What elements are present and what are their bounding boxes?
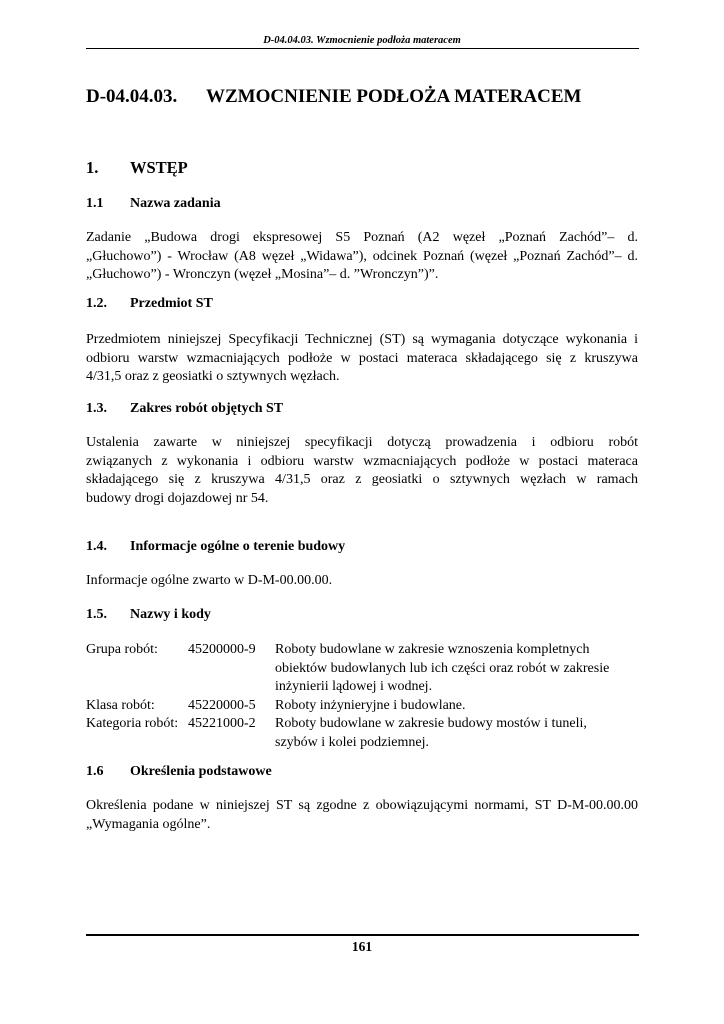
running-header: D-04.04.03. Wzmocnienie podłoża materacem (263, 35, 461, 46)
text-line: Ustalenia zawarte w niniejszej specyfikacji dotyczą prowadzenia i odbioru robót (86, 435, 638, 450)
document-title-text: WZMOCNIENIE PODŁOŻA MATERACEM (206, 86, 582, 107)
subsection-title: Nazwy i kody (130, 607, 211, 622)
subsection-heading-1-6 (86, 764, 272, 780)
paragraph-subject (86, 331, 638, 387)
text-line: Roboty budowlane w zakresie wznoszenia kompletnych (275, 642, 590, 657)
code-description (275, 697, 625, 716)
code-row-category (86, 715, 646, 752)
subsection-heading-1-2 (86, 296, 213, 312)
subsection-heading-1-3 (86, 401, 283, 417)
code-row-class (86, 697, 646, 716)
code-label: Klasa robót: (86, 697, 155, 713)
text-line: Przedmiotem niniejszej Specyfikacji Technicznej (ST) są wymagania dotyczące wykonania i (86, 332, 638, 347)
text-line: obiektów budowlanych lub ich części oraz robót w zakresie (275, 660, 610, 676)
paragraph-task-name (86, 229, 638, 285)
subsection-title: Przedmiot ST (130, 296, 213, 311)
subsection-number: 1.2. (86, 296, 107, 311)
text-line: Roboty budowlane w zakresie budowy mostów i tuneli, (275, 716, 587, 731)
subsection-heading-1-1 (86, 196, 221, 212)
subsection-title: Nazwa zadania (130, 196, 221, 211)
section-heading-1 (86, 158, 188, 178)
paragraph-definitions (86, 797, 638, 834)
code-value: 45221000-2 (188, 716, 256, 731)
text-line: 4/31,5 oraz z geosiatki o sztywnych węzłach. (86, 369, 340, 384)
text-line: inżynierii lądowej i wodnej. (275, 679, 433, 694)
subsection-number: 1.3. (86, 401, 107, 416)
text-line: „Głuchowo”) - Wrocław (A8 węzeł „Widawa”), odcinek Poznań (węzeł „Poznań Zachód”– d. (86, 248, 638, 264)
subsection-title: Zakres robót objętych ST (130, 401, 284, 416)
subsection-title: Informacje ogólne o terenie budowy (130, 539, 346, 554)
code-description (275, 715, 625, 752)
subsection-number: 1.5. (86, 607, 107, 622)
text-line: Informacje ogólne zwarto w D-M-00.00.00. (86, 573, 333, 588)
code-description (275, 641, 625, 697)
code-label: Kategoria robót: (86, 716, 179, 731)
code-value: 45220000-5 (188, 697, 256, 713)
subsection-title: Określenia podstawowe (130, 764, 272, 779)
text-line: szybów i kolei podziemnej. (275, 734, 429, 750)
code-row-group (86, 641, 646, 697)
page-number: 161 (351, 939, 373, 954)
subsection-heading-1-4 (86, 539, 345, 555)
text-line: związanych z wykonania i odbioru warstw wzmacniających podłoże w postaci materaca (86, 453, 638, 469)
paragraph-scope (86, 434, 638, 508)
text-line: Roboty inżynieryjne i budowlane. (275, 697, 466, 713)
subsection-number: 1.1 (86, 196, 104, 211)
text-line: „Głuchowo”) - Wronczyn (węzeł „Mosina”– d. ”Wronczyn”)”. (86, 267, 439, 282)
subsection-number: 1.4. (86, 539, 107, 554)
codes-table (86, 641, 646, 752)
text-line: Określenia podane w niniejszej ST są zgodne z obowiązującymi normami, ST D-M-00.00.00 (86, 798, 638, 813)
text-line: odbioru warstw wzmacniających podłoże w postaci materaca składającego się z kruszywa (86, 350, 638, 366)
text-line: Zadanie „Budowa drogi ekspresowej S5 Poznań (A2 węzeł „Poznań Zachód”– d. (86, 230, 638, 245)
header-rule (86, 48, 639, 49)
text-line: budowy drogi dojazdowej nr 54. (86, 490, 269, 506)
document-code: D-04.04.03. (86, 86, 178, 107)
subsection-number: 1.6 (86, 764, 104, 779)
subsection-heading-1-5 (86, 607, 211, 623)
document-title (86, 86, 581, 108)
text-line: „Wymagania ogólne”. (86, 816, 211, 832)
paragraph-site-info (86, 572, 638, 591)
footer-rule (86, 934, 639, 936)
code-label: Grupa robót: (86, 642, 158, 657)
text-line: składającego się z kruszywa 4/31,5 oraz z geosiatki o sztywnych węzłach w ramach (86, 472, 638, 487)
section-title: WSTĘP (130, 158, 188, 177)
section-number: 1. (86, 158, 99, 177)
code-value: 45200000-9 (188, 642, 256, 657)
